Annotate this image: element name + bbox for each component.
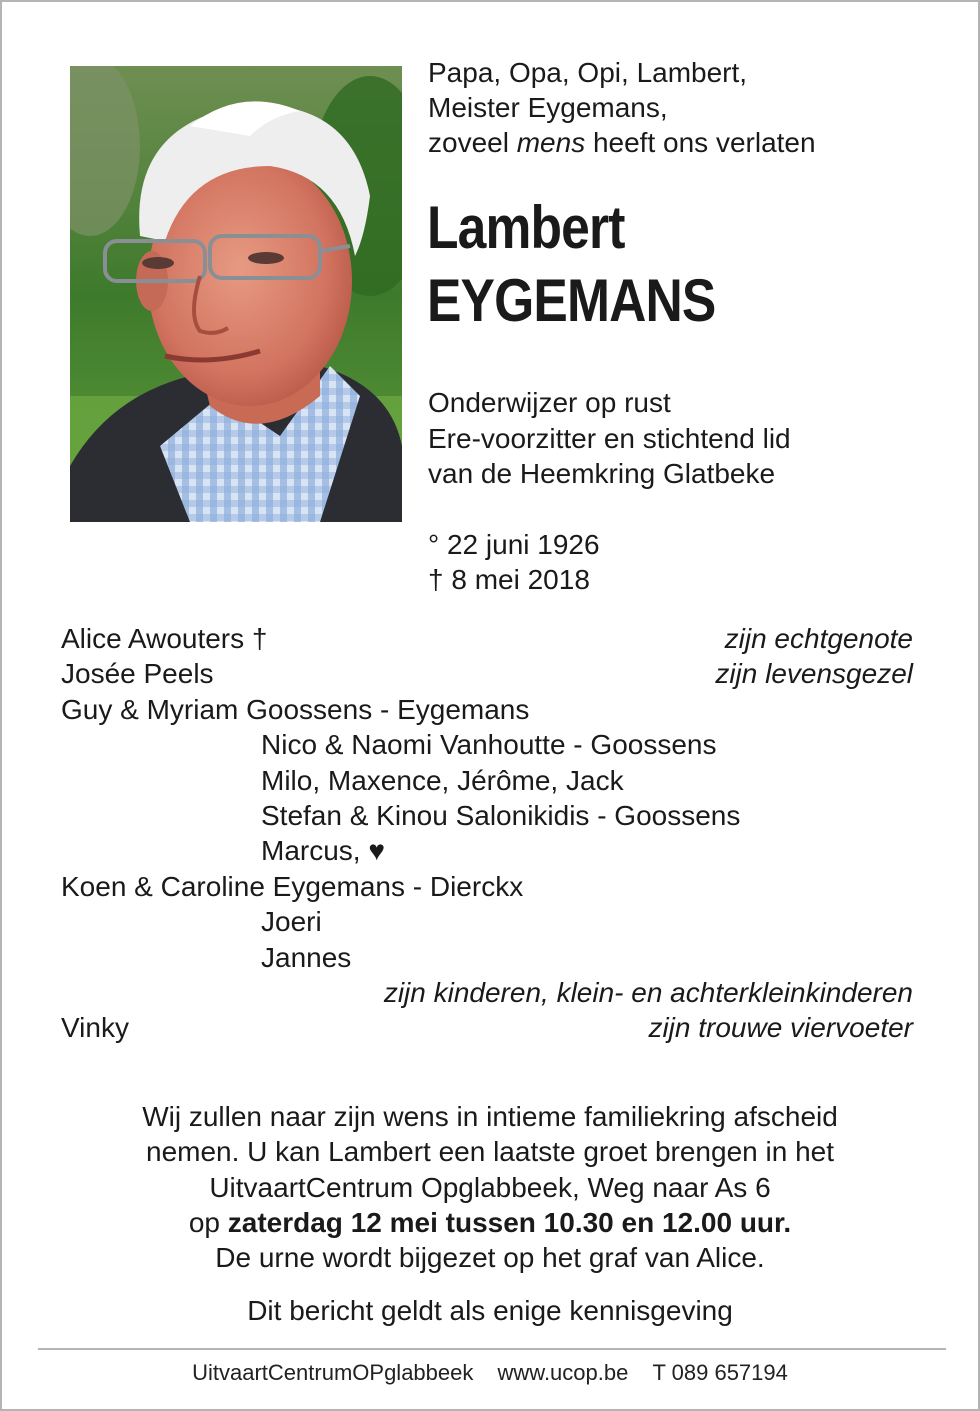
divider xyxy=(38,1348,946,1350)
intro-line-start: zoveel xyxy=(428,127,517,158)
family-row xyxy=(61,621,913,656)
titles-block xyxy=(428,385,791,492)
family-row xyxy=(61,727,913,762)
family-name: Vinky xyxy=(61,1012,129,1044)
intro-line xyxy=(428,125,816,160)
family-row xyxy=(61,798,913,833)
family-name: Milo, Maxence, Jérôme, Jack xyxy=(261,764,624,796)
family-row xyxy=(61,833,913,868)
birth-date: ° 22 juni 1926 xyxy=(428,529,600,560)
footer xyxy=(2,1359,978,1387)
family-name: Jannes xyxy=(261,941,352,973)
first-name: Lambert xyxy=(427,194,625,261)
family-role: zijn levensgezel xyxy=(715,658,913,690)
title-line: Onderwijzer op rust xyxy=(428,387,671,418)
family-row xyxy=(61,692,913,727)
intro-line: Meister Eygemans, xyxy=(428,92,668,123)
title-line: van de Heemkring Glatbeke xyxy=(428,458,776,489)
family-role: zijn echtgenote xyxy=(724,623,913,654)
family-row xyxy=(61,940,913,975)
family-row xyxy=(61,975,913,1010)
family-role: zijn trouwe viervoeter xyxy=(648,1012,913,1044)
intro-emphasis: mens xyxy=(516,127,586,158)
family-name: Josée Peels xyxy=(61,658,214,690)
family-name: Koen & Caroline Eygemans - Dierckx xyxy=(61,870,524,902)
death-date: † 8 mei 2018 xyxy=(428,564,590,595)
family-row xyxy=(61,763,913,798)
family-name: Nico & Naomi Vanhoutte - Goossens xyxy=(261,729,717,761)
deceased-name xyxy=(427,191,715,337)
sole-notice: Dit bericht geldt als enige kennisgeving xyxy=(247,1295,733,1326)
family-row xyxy=(61,656,913,691)
family-row xyxy=(61,869,913,904)
dates-block xyxy=(428,527,600,597)
intro-text xyxy=(428,55,816,160)
family-name: Joeri xyxy=(261,906,322,938)
footer-company: UitvaartCentrumOPglabbeek xyxy=(192,1360,474,1385)
family-list xyxy=(61,621,913,1046)
family-role: zijn kinderen, klein- en achterkleinkinderen xyxy=(383,976,913,1008)
visitation-time: zaterdag 12 mei tussen 10.30 en 12.00 uur. xyxy=(227,1206,792,1238)
footer-phone: T 089 657194 xyxy=(652,1360,788,1385)
notice-line: UitvaartCentrum Opglabbeek, Weg naar As 6 xyxy=(209,1171,771,1203)
ceremony-notice xyxy=(62,1099,918,1275)
notice-line: Wij zullen naar zijn wens in intieme familiekring afscheid xyxy=(142,1101,838,1132)
notice-prefix: op xyxy=(188,1206,228,1238)
family-name: Alice Awouters † xyxy=(61,623,268,654)
title-line: Ere-voorzitter en stichtend lid xyxy=(428,422,791,454)
portrait-photo xyxy=(70,66,402,522)
notice-line xyxy=(62,1205,918,1240)
family-name: Stefan & Kinou Salonikidis - Goossens xyxy=(261,799,741,831)
family-row xyxy=(61,1010,913,1045)
notice-line: nemen. U kan Lambert een laatste groet brengen in het xyxy=(146,1136,834,1168)
notice-line: De urne wordt bijgezet op het graf van Alice. xyxy=(215,1242,765,1274)
family-name: Guy & Myriam Goossens - Eygemans xyxy=(61,693,530,725)
intro-line: Papa, Opa, Opi, Lambert, xyxy=(428,57,748,88)
family-row xyxy=(61,904,913,939)
footer-website[interactable]: www.ucop.be xyxy=(497,1360,629,1385)
intro-line-end: heeft ons verlaten xyxy=(585,127,816,158)
last-name: EYGEMANS xyxy=(427,267,716,334)
family-name: Marcus, ♥ xyxy=(261,835,385,867)
